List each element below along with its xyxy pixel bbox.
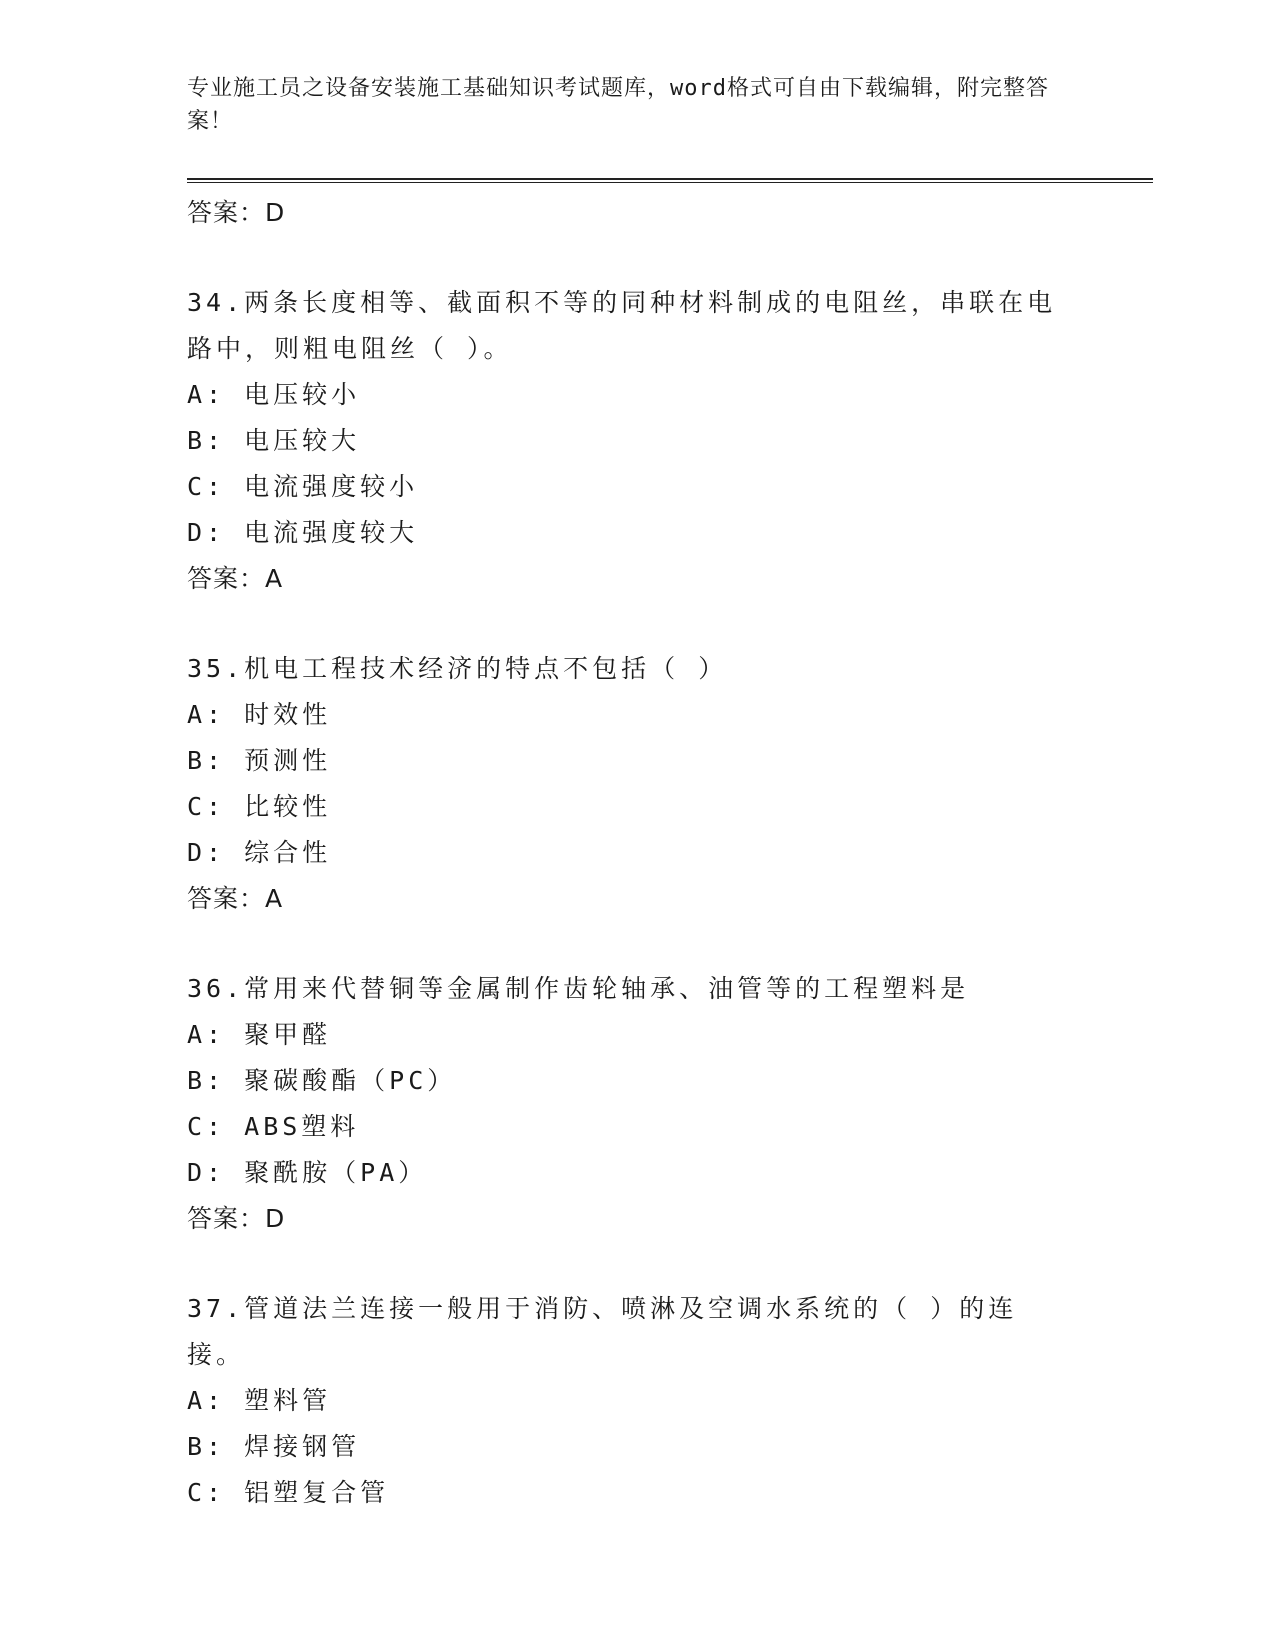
option-b: B: 聚碳酸酯（PC） xyxy=(187,1066,457,1095)
option-d: D: 电流强度较大 xyxy=(187,518,419,547)
option-d: D: 综合性 xyxy=(187,838,332,867)
answer-line: 答案：A xyxy=(187,884,284,913)
answer-line: 答案：D xyxy=(187,198,286,227)
spacer xyxy=(187,922,1147,966)
question-text: 36.常用来代替铜等金属制作齿轮轴承、油管等的工程塑料是 xyxy=(187,974,970,1003)
option-d: D: 聚酰胺（PA） xyxy=(187,1158,428,1187)
spacer xyxy=(187,602,1147,646)
option-b: B: 焊接钢管 xyxy=(187,1432,361,1461)
answer-line: 答案：A xyxy=(187,564,284,593)
header-divider xyxy=(187,178,1153,183)
question-block xyxy=(187,280,1147,602)
option-a: A: 电压较小 xyxy=(187,380,361,409)
question-block xyxy=(187,646,1147,922)
question-block xyxy=(187,1286,1147,1516)
option-c: C: 比较性 xyxy=(187,792,332,821)
option-b: B: 电压较大 xyxy=(187,426,361,455)
option-a: A: 塑料管 xyxy=(187,1386,332,1415)
spacer xyxy=(187,1242,1147,1286)
question-list xyxy=(187,190,1147,1516)
option-b: B: 预测性 xyxy=(187,746,332,775)
answer-line: 答案：D xyxy=(187,1204,286,1233)
option-a: A: 聚甲醛 xyxy=(187,1020,332,1049)
question-text: 35.机电工程技术经济的特点不包括（ ） xyxy=(187,654,728,683)
question-text: 37.管道法兰连接一般用于消防、喷淋及空调水系统的（ ）的连接。 xyxy=(187,1294,1018,1369)
option-c: C: ABS塑料 xyxy=(187,1112,360,1141)
question-text: 34.两条长度相等、截面积不等的同种材料制成的电阻丝，串联在电路中，则粗电阻丝（ ）。 xyxy=(187,288,1057,363)
question-block xyxy=(187,966,1147,1242)
option-c: C: 铝塑复合管 xyxy=(187,1478,390,1507)
spacer xyxy=(187,236,1147,280)
document-header: 专业施工员之设备安装施工基础知识考试题库，word格式可自由下载编辑，附完整答案！ xyxy=(187,76,1049,134)
option-c: C: 电流强度较小 xyxy=(187,472,419,501)
option-a: A: 时效性 xyxy=(187,700,332,729)
